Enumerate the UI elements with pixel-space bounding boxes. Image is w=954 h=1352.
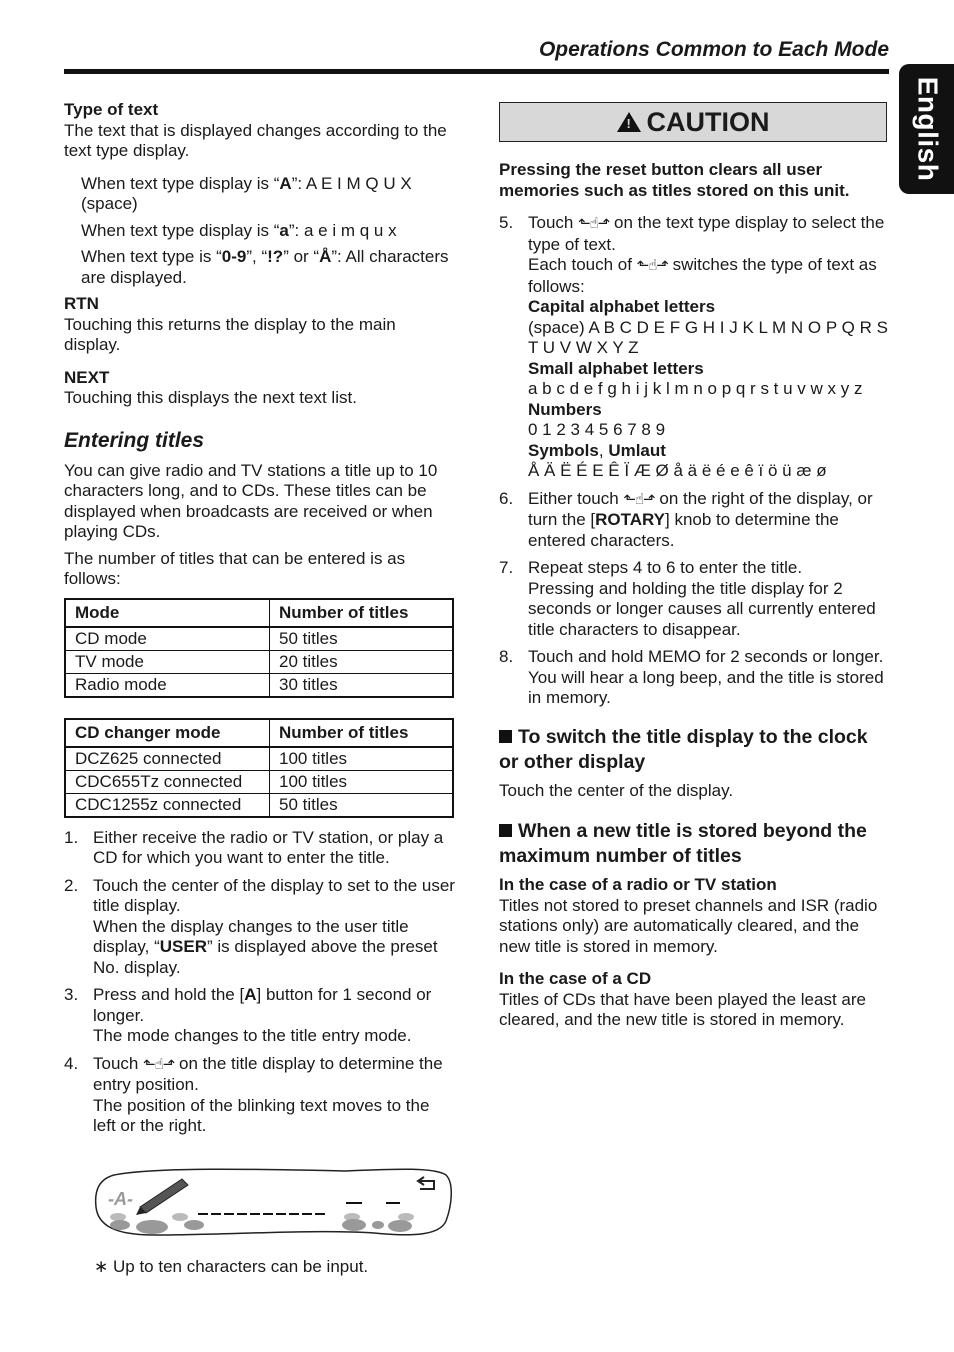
footnote: ∗ Up to ten characters can be input. — [94, 1257, 369, 1276]
arrow-buttons-icon: ⬑☝⬏ — [623, 490, 655, 508]
lcd-panel-icon — [94, 1165, 454, 1241]
caution-label: CAUTION — [646, 107, 770, 137]
type-line-capital: When text type display is “A”: A E I M Q U X (space) — [81, 173, 412, 213]
header-rule — [64, 69, 889, 74]
entering-titles-p1: You can give radio and TV stations a title up to 10 characters long, and to CDs. These titles can be displayed when broadcasts are received or when playing CDs. — [64, 460, 438, 541]
step-4: 4. Touch ⬑☝⬏ on the title display to determine the entry position. The position of the blinking text moves to the left or the right. — [64, 1053, 443, 1135]
page-header-title: Operations Common to Each Mode — [538, 38, 889, 61]
step-7: 7. Repeat steps 4 to 6 to enter the title. Pressing and holding the title display for 2 seconds or longer causes all currently entered title characters to disappear. — [499, 558, 876, 639]
cd-changer-table — [64, 718, 454, 818]
square-bullet-icon — [499, 730, 512, 743]
rtn-heading: RTN — [64, 294, 99, 313]
table-row: Radio mode 30 titles — [65, 673, 453, 697]
beyond-max-heading: When a new title is stored beyond the maximum number of titles — [499, 820, 867, 867]
right-column — [499, 102, 891, 1031]
square-bullet-icon — [499, 824, 512, 837]
radio-case-body: Titles not stored to preset channels and ISR (radio stations only) are automatically cleared, and the new title is stored in memory. — [499, 895, 878, 956]
type-of-text-body: The text that is displayed changes according to the text type display. — [64, 120, 447, 160]
steps-list-right — [499, 213, 891, 709]
table-header: Mode — [65, 599, 270, 627]
svg-text:-A-: -A- — [108, 1189, 133, 1209]
side-tab-label: English — [912, 76, 944, 182]
type-line-small: When text type display is “a”: a e i m q u x — [81, 220, 397, 240]
caution-body: Pressing the reset button clears all user memories such as titles stored on this unit. — [499, 160, 850, 200]
table-header: Number of titles — [270, 719, 454, 747]
language-side-tab — [899, 64, 954, 194]
table-row: CDC1255z connected 50 titles — [65, 793, 453, 817]
table-header: Number of titles — [270, 599, 454, 627]
step-6: 6. Either touch ⬑☝⬏ on the right of the display, or turn the [ROTARY] knob to determine the entered characters. — [499, 488, 873, 550]
radio-case-heading: In the case of a radio or TV station — [499, 875, 777, 894]
titles-by-mode-table — [64, 598, 454, 698]
step-5: 5. Touch ⬑☝⬏ on the text type display to select the type of text. Each touch of ⬑☝⬏ switches the type of text as follows: Capital alphabet letters (space) A B C D E F G H I J K L M N O P Q R S T U V W X Y Z Small alphabet letters a b c d e f g h i j k l m n o p q r s t u v w x y z Numbers 0 1 2 3 4 5 6 7 8 9 Symbols, Umlaut Å Ä Ë É E Ê Ï Æ Ø å ä ë é e ê ï ö ü æ ø — [499, 213, 888, 480]
switch-display-heading: To switch the title display to the clock or other display — [499, 725, 868, 773]
arrow-buttons-icon: ⬑☝⬏ — [143, 1055, 175, 1073]
warning-triangle-icon: ! — [617, 112, 641, 132]
steps-list-left — [64, 828, 456, 1137]
left-column — [64, 100, 456, 1137]
step-2: 2. Touch the center of the display to set to the user title display. When the display changes to the user title display, “USER” is displayed above the preset No. display. — [64, 875, 455, 977]
cd-case-body: Titles of CDs that have been played the least are cleared, and the new title is stored in memory. — [499, 989, 866, 1029]
table-row: CD mode 50 titles — [65, 627, 453, 651]
switch-display-body: Touch the center of the display. — [499, 780, 734, 800]
step-1: 1. Either receive the radio or TV station, or play a CD for which you want to enter the title. — [64, 827, 444, 867]
entering-titles-heading: Entering titles — [64, 428, 205, 452]
table-row: CDC655Tz connected 100 titles — [65, 770, 453, 793]
type-of-text-heading: Type of text — [64, 100, 159, 119]
table-header: CD changer mode — [65, 719, 270, 747]
type-line-other: When text type is “0-9”, “!?” or “Å”: All characters are displayed. — [81, 247, 449, 287]
arrow-buttons-icon: ⬑☝⬏ — [636, 257, 668, 274]
rtn-body: Touching this returns the display to the main display. — [64, 314, 396, 354]
cd-case-heading: In the case of a CD — [499, 969, 652, 988]
step-8: 8. Touch and hold MEMO for 2 seconds or longer. You will hear a long beep, and the title is stored in memory. — [499, 647, 884, 707]
entering-titles-p2: The number of titles that can be entered is as follows: — [64, 548, 406, 588]
step-3: 3. Press and hold the [A] button for 1 second or longer. The mode changes to the title entry mode. — [64, 985, 432, 1045]
caution-box — [499, 102, 887, 142]
arrow-buttons-icon: ⬑☝⬏ — [578, 215, 610, 232]
next-heading: NEXT — [64, 367, 110, 387]
table-row: DCZ625 connected 100 titles — [65, 747, 453, 771]
title-display-illustration — [94, 1165, 454, 1241]
next-body: Touching this displays the next text list. — [64, 388, 357, 407]
table-row: TV mode 20 titles — [65, 650, 453, 673]
